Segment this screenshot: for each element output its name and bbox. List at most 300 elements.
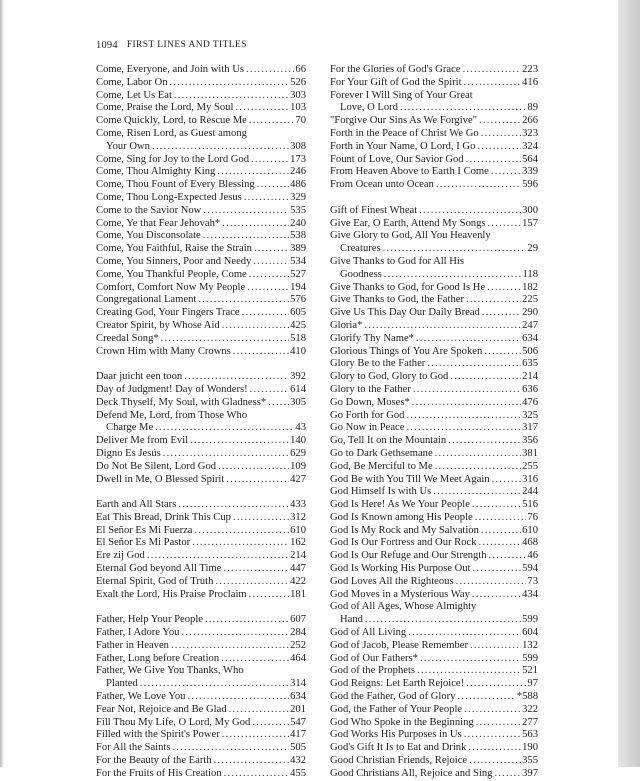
hymn-number: 225: [522, 294, 538, 306]
index-entry: [96, 64, 306, 77]
entry-title: God of Our Fathers*: [330, 652, 418, 664]
index-entry: [96, 563, 306, 576]
hymn-number: 389: [290, 243, 306, 255]
entry-title: Come, Sing for Joy to the Lord God: [96, 153, 250, 165]
entry-title: Ere zij God: [96, 550, 145, 562]
hymn-number: *588: [516, 691, 538, 703]
dot-leader: [419, 205, 521, 218]
hymn-number: 614: [290, 383, 306, 395]
index-entry: [330, 461, 538, 474]
hymn-number: 381: [522, 447, 538, 459]
index-entry: [96, 627, 306, 640]
entry-title: Good Christians All, Rejoice and Sing: [330, 767, 493, 779]
hymn-number: 97: [527, 678, 538, 690]
entry-title: Forth in the Peace of Christ We Go: [330, 127, 479, 139]
entry-title: Give Thanks to God, for Good Is He: [330, 281, 486, 293]
dot-leader: [468, 742, 521, 755]
dot-leader: [464, 729, 521, 742]
entry-title: Glory to the Father: [330, 383, 411, 395]
section-gap: [96, 601, 306, 614]
hymn-number: 455: [290, 767, 306, 779]
index-entry: [96, 205, 306, 218]
index-entry: [330, 474, 538, 487]
dot-leader: [224, 768, 289, 781]
dot-leader: [487, 282, 521, 295]
entry-title: Come, Praise the Lord, My Soul: [96, 102, 234, 114]
dot-leader: [472, 499, 521, 512]
hymn-number: 635: [522, 358, 538, 370]
dot-leader: [484, 346, 521, 359]
index-entry: [96, 665, 306, 691]
dot-leader: [192, 537, 289, 550]
entry-title: "Forgive Our Sins As We Forgive": [330, 115, 477, 127]
index-entry: [96, 77, 306, 90]
hymn-number: 255: [522, 460, 538, 472]
dot-leader: [253, 256, 289, 269]
dot-leader: [215, 576, 289, 589]
entry-title: God Reigns: Let Earth Rejoice!: [330, 678, 465, 690]
dot-leader: [170, 77, 290, 90]
index-entry: [330, 397, 538, 410]
dot-leader: [466, 154, 522, 167]
dot-leader: [246, 64, 294, 77]
index-entry: [96, 691, 306, 704]
entry-title: Gloria*: [330, 319, 363, 331]
index-entry: [330, 282, 538, 295]
entry-title-line1: Come, Risen Lord, as Guest among: [96, 127, 247, 139]
dot-leader: [155, 422, 294, 435]
entry-title: Come, Labor On: [96, 76, 168, 88]
hymn-number: 244: [522, 486, 538, 498]
hymn-number: 305: [290, 396, 306, 408]
dot-leader: [435, 461, 521, 474]
dot-leader: [458, 691, 516, 704]
entry-title: God Is Our Refuge and Our Strength: [330, 550, 487, 562]
entry-title-line1: Forever I Will Sing of Your Great: [330, 89, 473, 101]
hymn-number: 526: [290, 76, 306, 88]
page-gutter-shadow: [0, 0, 4, 767]
index-entry: [96, 742, 306, 755]
hymn-number: 599: [522, 652, 538, 664]
entry-title: Hand: [340, 614, 363, 626]
index-entry: [96, 218, 306, 231]
entry-title: God the Father, God of Glory: [330, 691, 456, 703]
entry-title: God Loves All the Righteous: [330, 575, 454, 587]
dot-leader: [218, 461, 289, 474]
entry-title: For Your Gift of God the Spirit: [330, 76, 462, 88]
entry-title-line1: Give Glory to God, All You Heavenly: [330, 230, 491, 242]
hymn-number: 506: [522, 345, 538, 357]
index-entry: [330, 704, 538, 717]
dot-leader: [481, 128, 521, 141]
hymn-number: 70: [295, 115, 306, 127]
dot-leader: [251, 154, 289, 167]
index-entry: [96, 729, 306, 742]
hymn-number: 410: [290, 345, 306, 357]
dot-leader: [226, 474, 289, 487]
dot-leader: [492, 474, 521, 487]
entry-title-line1: Defend Me, Lord, from Those Who: [96, 409, 248, 421]
dot-leader: [489, 550, 527, 563]
dot-leader: [448, 435, 521, 448]
dot-leader: [470, 640, 521, 653]
index-entry: [96, 537, 306, 550]
index-entry: [330, 576, 538, 589]
index-entry: [330, 640, 538, 653]
entry-title: Come, You Sinners, Poor and Needy: [96, 255, 252, 267]
hymn-number: 308: [290, 140, 306, 152]
dot-leader: [250, 384, 289, 397]
entry-title: El Señor Es Mi Fuerza: [96, 524, 193, 536]
entry-title: Give Us This Day Our Daily Bread: [330, 307, 480, 319]
hymn-number: 240: [290, 217, 306, 229]
index-entry: [96, 256, 306, 269]
index-entry: [96, 90, 306, 103]
index-entry: [96, 512, 306, 525]
hymn-number: 162: [290, 537, 306, 549]
index-entry: [96, 589, 306, 602]
dot-leader: [214, 755, 289, 768]
dot-leader: [408, 627, 521, 640]
hymn-number: 604: [522, 627, 538, 639]
hymn-number: 181: [290, 588, 306, 600]
index-entry: [330, 333, 538, 346]
dot-leader: [233, 346, 289, 359]
dot-leader: [406, 422, 521, 435]
hymn-number: 314: [290, 678, 306, 690]
dot-leader: [254, 243, 289, 256]
running-header: [96, 40, 247, 51]
entry-title: Come Quickly, Lord, to Rescue Me: [96, 115, 247, 127]
hymn-number: 599: [522, 614, 538, 626]
hymn-number: 46: [527, 550, 538, 562]
entry-title: Go Down, Moses*: [330, 396, 410, 408]
index-entry: [330, 563, 538, 576]
dot-leader: [195, 525, 290, 538]
dot-leader: [249, 269, 289, 282]
dot-leader: [184, 371, 289, 384]
index-entry: [330, 205, 538, 218]
section-gap: [330, 192, 538, 205]
section-title: FIRST LINES AND TITLES: [126, 40, 247, 50]
dot-leader: [257, 179, 289, 192]
index-entry: [96, 397, 306, 410]
index-entry: [330, 678, 538, 691]
hymn-number: 486: [290, 179, 306, 191]
index-entry: [330, 525, 538, 538]
entry-title: Fear Not, Rejoice and Be Glad: [96, 703, 227, 715]
entry-title: Exalt the Lord, His Praise Proclaim: [96, 588, 247, 600]
dot-leader: [171, 640, 289, 653]
index-entry: [96, 102, 306, 115]
index-entry: [96, 525, 306, 538]
entry-title: Come, Thou Fount of Every Blessing: [96, 179, 255, 191]
index-entry: [96, 755, 306, 768]
entry-title: God, the Father of Your People: [330, 703, 463, 715]
hymn-number: 66: [295, 64, 306, 75]
hymn-number: 323: [522, 127, 538, 139]
entry-title: Creating God, Your Fingers Trace: [96, 307, 240, 319]
entry-title: God Moves in a Mysterious Way: [330, 588, 470, 600]
hymn-number: 132: [522, 639, 538, 651]
entry-title: For All the Saints: [96, 742, 171, 754]
dot-leader: [178, 499, 289, 512]
hymn-number: 223: [522, 64, 538, 75]
dot-leader: [488, 218, 522, 231]
entry-title: Creatures: [340, 243, 381, 255]
entry-title: Day of Judgment! Day of Wonders!: [96, 383, 248, 395]
hymn-number: 303: [290, 89, 306, 101]
dot-leader: [205, 614, 289, 627]
index-entry: [96, 294, 306, 307]
hymn-number: 476: [522, 396, 538, 408]
dot-leader: [494, 768, 521, 781]
hymn-number: 252: [290, 639, 306, 651]
index-entry: [330, 371, 538, 384]
entry-title: Glory to God, Glory to God: [330, 371, 449, 383]
entry-title: Do Not Be Silent, Lord God: [96, 460, 217, 472]
dot-leader: [417, 665, 521, 678]
hymn-number: 201: [290, 703, 306, 715]
dot-leader: [222, 218, 289, 231]
index-entry: [330, 256, 538, 282]
entry-title: Come, Thou Long-Expected Jesus: [96, 191, 242, 203]
dot-leader: [450, 371, 521, 384]
page-number: 1094: [96, 40, 118, 51]
hymn-number: 610: [290, 524, 306, 536]
entry-title: Charge Me: [106, 422, 154, 434]
entry-title: Earth and All Stars: [96, 499, 177, 511]
index-entry: [330, 90, 538, 116]
hymn-number: 266: [522, 115, 538, 127]
dot-leader: [152, 141, 289, 154]
hymn-number: 464: [290, 652, 306, 664]
index-entry: [96, 474, 306, 487]
entry-title: God of the Prophets: [330, 665, 416, 677]
dot-leader: [479, 115, 521, 128]
hymn-number: 521: [522, 665, 538, 677]
dot-leader: [476, 717, 521, 730]
index-entry: [330, 742, 538, 755]
dot-leader: [222, 320, 289, 333]
hymn-number: 182: [522, 281, 538, 293]
entry-title: Fount of Love, Our Savior God: [330, 153, 464, 165]
index-entry: [96, 768, 306, 781]
hymn-number: 576: [290, 294, 306, 306]
dot-leader: [416, 333, 521, 346]
index-entry: [330, 141, 538, 154]
index-entry: [330, 653, 538, 666]
entry-title: Come, Thou Almighty King: [96, 166, 216, 178]
dot-leader: [203, 205, 289, 218]
entry-title: Glory Be to the Father: [330, 358, 426, 370]
hymn-number: 325: [522, 409, 538, 421]
entry-title: Filled with the Spirit's Power: [96, 729, 220, 741]
dot-leader: [268, 397, 289, 410]
index-entry: [96, 179, 306, 192]
dot-leader: [456, 576, 527, 589]
dot-leader: [235, 102, 289, 115]
entry-title: Come, You Thankful People, Come: [96, 268, 247, 280]
dot-leader: [384, 269, 522, 282]
entry-title: God Who Spoke in the Beginning: [330, 716, 474, 728]
index-entry: [330, 729, 538, 742]
hymn-number: 190: [522, 742, 538, 754]
entry-title: Father, I Adore You: [96, 627, 180, 639]
index-entry: [330, 768, 538, 781]
hymn-number: 290: [522, 307, 538, 319]
entry-title: Planted: [106, 678, 138, 690]
index-entry: [96, 166, 306, 179]
index-entry: [96, 371, 306, 384]
hymn-number: 103: [290, 102, 306, 114]
hymn-number: 29: [527, 243, 538, 255]
dot-leader: [466, 678, 526, 691]
dot-leader: [464, 704, 521, 717]
entry-title: Crown Him with Many Crowns: [96, 345, 231, 357]
hymn-number: 214: [522, 371, 538, 383]
index-entry: [96, 243, 306, 256]
hymn-number: 607: [290, 614, 306, 626]
entry-title: Go Forth for God: [330, 409, 405, 421]
index-entry: [96, 653, 306, 666]
dot-leader: [252, 717, 289, 730]
entry-title: Go, Tell It on the Mountain: [330, 435, 447, 447]
entry-title: Gift of Finest Wheat: [330, 204, 418, 216]
entry-title: Go Now in Peace: [330, 422, 405, 434]
index-entry: [96, 717, 306, 730]
entry-title: Father in Heaven: [96, 639, 169, 651]
entry-title: Forth in Your Name, O Lord, I Go: [330, 140, 476, 152]
hymn-number: 173: [290, 153, 306, 165]
entry-title: God of Jacob, Please Remember: [330, 639, 468, 651]
dot-leader: [249, 115, 295, 128]
dot-leader: [473, 563, 522, 576]
hymn-number: 610: [522, 524, 538, 536]
entry-title: God Himself Is with Us: [330, 486, 432, 498]
dot-leader: [187, 691, 289, 704]
index-entry: [330, 537, 538, 550]
hymn-number: 277: [522, 716, 538, 728]
entry-title: God Works His Purposes in Us: [330, 729, 462, 741]
hymn-number: 417: [290, 729, 306, 741]
dot-leader: [477, 141, 521, 154]
entry-title-line1: God of All Ages, Whose Almighty: [330, 601, 477, 613]
entry-title: For the Glories of God's Grace: [330, 64, 461, 75]
hymn-number: 317: [522, 422, 538, 434]
dot-leader: [464, 77, 522, 90]
index-entry: [330, 179, 538, 192]
index-entry: [96, 448, 306, 461]
hymn-number: 422: [290, 575, 306, 587]
index-entry: [96, 307, 306, 320]
hymn-number: 300: [522, 204, 538, 216]
hymn-number: 468: [522, 537, 538, 549]
index-entry: [330, 691, 538, 704]
hymn-number: 214: [290, 550, 306, 562]
dot-leader: [190, 435, 289, 448]
hymn-number: 109: [290, 460, 306, 472]
hymn-number: 140: [290, 435, 306, 447]
hymn-number: 516: [522, 499, 538, 511]
dot-leader: [406, 410, 521, 423]
dot-leader: [475, 512, 527, 525]
entry-title: Digno Es Jesús: [96, 447, 161, 459]
dot-leader: [233, 512, 289, 525]
hymn-number: 518: [290, 332, 306, 344]
hymn-number: 73: [527, 575, 538, 587]
hymn-number: 594: [522, 563, 538, 575]
index-entry: [330, 384, 538, 397]
entry-title: Daar juicht een toon: [96, 371, 183, 383]
dot-leader: [140, 678, 289, 691]
dot-leader: [222, 729, 289, 742]
dot-leader: [147, 550, 289, 563]
index-entry: [330, 358, 538, 371]
dot-leader: [491, 166, 521, 179]
index-entry: [330, 550, 538, 563]
index-entry: [330, 665, 538, 678]
entry-title: God Be with You Till We Meet Again: [330, 473, 490, 485]
hymn-number: 312: [290, 511, 306, 523]
hymn-number: 563: [522, 729, 538, 741]
entry-title: Father, We Love You: [96, 691, 186, 703]
hymn-number: 355: [522, 755, 538, 767]
hymn-number: 605: [290, 307, 306, 319]
index-entry: [96, 550, 306, 563]
dot-leader: [412, 397, 521, 410]
entry-title: Come, You Faithful, Raise the Strain: [96, 243, 252, 255]
dot-leader: [365, 614, 521, 627]
hymn-number: 505: [290, 742, 306, 754]
hymn-number: 535: [290, 204, 306, 216]
index-entry: [330, 755, 538, 768]
entry-title: Come to the Savior Now: [96, 204, 202, 216]
hymn-number: 416: [522, 76, 538, 88]
hymn-number: 316: [522, 473, 538, 485]
hymn-number: 538: [290, 230, 306, 242]
entry-title: Love, O Lord: [340, 102, 398, 114]
hymn-number: 246: [290, 166, 306, 178]
entry-title: Father, Help Your People: [96, 614, 203, 626]
entry-title: Come, Ye that Fear Jehovah*: [96, 217, 221, 229]
index-entry: [96, 640, 306, 653]
entry-title: From Heaven Above to Earth I Come: [330, 166, 489, 178]
entry-title: Goodness: [340, 268, 382, 280]
index-entry: [330, 320, 538, 333]
hymn-number: 433: [290, 499, 306, 511]
index-entry: [96, 384, 306, 397]
entry-title: Congregational Lament: [96, 294, 197, 306]
entry-title: Come, Let Us Eat: [96, 89, 172, 101]
index-entry: [96, 115, 306, 128]
entry-title: Comfort, Comfort Now My People: [96, 281, 246, 293]
dot-leader: [420, 653, 521, 666]
index-entry: [330, 435, 538, 448]
dot-leader: [198, 294, 289, 307]
dot-leader: [217, 166, 289, 179]
entry-title: Eternal God beyond All Time: [96, 563, 222, 575]
index-entry: [330, 307, 538, 320]
index-entry: [96, 499, 306, 512]
dot-leader: [181, 627, 289, 640]
hymn-number: 284: [290, 627, 306, 639]
entry-title: God's Gift It Is to Eat and Drink: [330, 742, 467, 754]
index-entry: [330, 499, 538, 512]
dot-leader: [400, 102, 526, 115]
dot-leader: [436, 179, 521, 192]
entry-title-line1: Father, We Give You Thanks, Who: [96, 665, 244, 677]
